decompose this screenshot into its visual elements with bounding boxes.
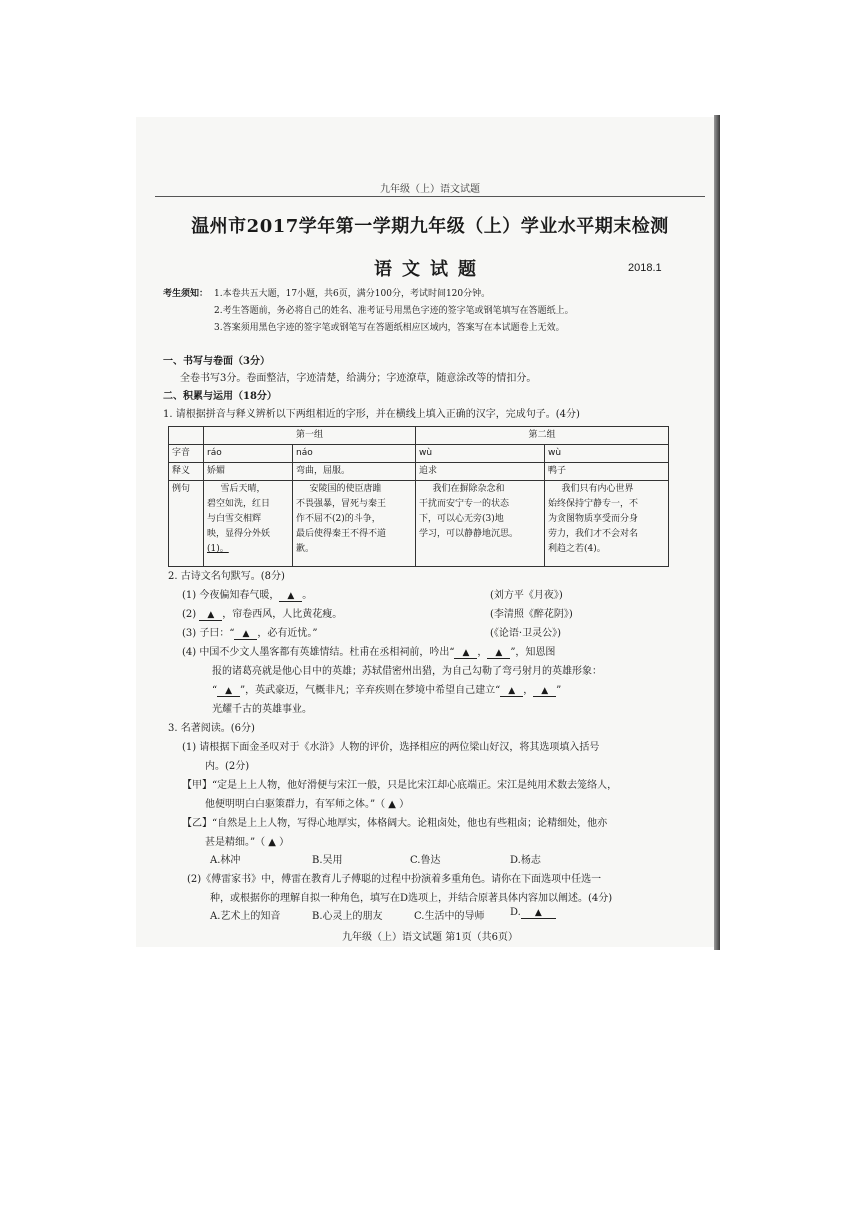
answer-blank[interactable]: ▲ xyxy=(217,686,240,697)
section1-title: 一、书写与卷面（3分） xyxy=(163,356,270,367)
example-line: 歉。 xyxy=(296,544,315,554)
example-cell-1 xyxy=(204,481,293,567)
poem-line-2 xyxy=(182,605,342,621)
poem-text: ， xyxy=(523,685,534,696)
example-line: 劳力，我们才不会对名 xyxy=(548,529,639,539)
pinyin-cell: wù xyxy=(416,445,545,463)
q3-sub2-line2: 种，或根据你的理解自拟一种角色，填写在D选项上，并结合原著具体内容加以阐述。(4分) xyxy=(210,893,613,904)
meaning-cell: 娇媚 xyxy=(204,463,293,481)
example-line: 映，显得分外妖 xyxy=(207,529,271,539)
exam-title: 温州市2017学年第一学期九年级（上）学业水平期末检测 xyxy=(191,216,669,237)
pinyin-cell: wù xyxy=(545,445,669,463)
page-footer: 九年级（上）语文试题 第1页（共6页） xyxy=(342,932,518,943)
section2-title: 二、积累与运用（18分） xyxy=(163,391,277,402)
example-line: 利趋之若(4)。 xyxy=(548,544,606,554)
example-cell-4 xyxy=(545,481,669,567)
poem-text: (2) xyxy=(182,609,197,620)
quote-yi-line2: 甚是精细。”（ ▲ ） xyxy=(205,837,290,848)
notice-item: 1.本卷共五大题，17小题，共6页，满分100分，考试时间120分钟。 xyxy=(214,289,491,299)
character-table xyxy=(168,426,669,567)
answer-blank[interactable]: ▲ xyxy=(500,686,523,697)
poem-line-1 xyxy=(182,586,312,602)
example-line: 与白雪交相辉 xyxy=(207,514,262,524)
poem-text: (4) 中国不少文人墨客都有英雄情结。杜甫在丞相祠前，吟出“ xyxy=(182,647,455,658)
row-label-example: 例句 xyxy=(169,481,204,567)
poem-line-4b: 报的诸葛亮就是他心目中的英雄；苏轼借密州出猎，为自己勾勒了弯弓射月的英雄形象： xyxy=(212,666,602,677)
answer-blank[interactable]: ▲ xyxy=(279,591,302,602)
poem-line-4c xyxy=(212,681,561,697)
option-d: D.杨志 xyxy=(510,855,541,866)
example-line: (1)。 xyxy=(207,544,229,554)
quote-jia-line2: 他便明明白白驱策群力，有军师之体。”（ ▲ ） xyxy=(205,799,410,810)
poem-text: (3) 子曰：“ xyxy=(182,628,235,639)
poem-text: ” xyxy=(556,685,562,696)
q3-sub1-line1: (1) 请根据下面金圣叹对于《水浒》人物的评价，选择相应的两位梁山好汉，将其选项填入括号 xyxy=(182,742,600,753)
exam-date: 2018.1 xyxy=(628,262,662,274)
answer-blank[interactable]: ▲ xyxy=(487,648,510,659)
pinyin-cell: ráo xyxy=(204,445,293,463)
row-label-meaning: 释义 xyxy=(169,463,204,481)
example-cell-2 xyxy=(293,481,416,567)
example-line: 始终保持宁静专一，不 xyxy=(548,499,639,509)
example-line: 学习，可以静静地沉思。 xyxy=(419,529,519,539)
option-c: C.鲁达 xyxy=(410,855,441,866)
poem-source: (李清照《醉花阴》) xyxy=(490,609,573,620)
poem-text: “ xyxy=(212,685,218,696)
question-1: 1. 请根据拼音与释义辨析以下两组相近的字形，并在横线上填入正确的汉字，完成句子。(4分) xyxy=(163,409,580,420)
example-line: 干扰而安宁专一的状态 xyxy=(419,499,510,509)
poem-text: ，帘卷西风，人比黄花瘦。 xyxy=(222,609,343,620)
example-line: 我们在摒除杂念和 xyxy=(432,484,505,494)
poem-text: 。 xyxy=(302,590,313,601)
group2-header: 第二组 xyxy=(416,427,669,445)
group1-header: 第一组 xyxy=(204,427,416,445)
quote-yi-line1: 【乙】“自然是上上人物，写得心地厚实，体格阔大。论粗卤处，他也有些粗卤；论精细处，他亦 xyxy=(182,818,608,829)
question-2-title: 2. 古诗文名句默写。(8分) xyxy=(168,571,285,582)
meaning-cell: 弯曲，屈服。 xyxy=(293,463,416,481)
poem-text: ， xyxy=(477,647,488,658)
example-line: 我们只有内心世界 xyxy=(561,484,634,494)
poem-line-4d: 光耀千古的英雄事业。 xyxy=(212,704,312,715)
role-option-a: A.艺术上的知音 xyxy=(210,911,281,922)
example-line: 雪后天晴， xyxy=(220,484,266,494)
role-option-c: C.生活中的导师 xyxy=(414,911,485,922)
answer-blank[interactable]: ▲ xyxy=(454,648,477,659)
example-line: 安陵国的使臣唐雎 xyxy=(309,484,382,494)
exam-subtitle: 语文试题 xyxy=(374,259,486,280)
notice-label: 考生须知： xyxy=(163,289,209,299)
poem-text: (1) 今夜偏知春气暖， xyxy=(182,590,280,601)
notice-item: 2.考生答题前，务必将自己的姓名、准考证号用黑色字迹的签字笔或钢笔填写在答题纸上。 xyxy=(214,306,574,316)
example-line: 为贪图物质享受而分身 xyxy=(548,514,639,524)
example-cell-3 xyxy=(416,481,545,567)
page-header: 九年级（上）语文试题 xyxy=(380,184,480,195)
example-line: 下，可以心无旁(3)地 xyxy=(419,514,504,524)
answer-blank[interactable]: ▲ xyxy=(533,686,556,697)
option-a: A.林冲 xyxy=(210,855,241,866)
option-b: B.吴用 xyxy=(312,855,343,866)
meaning-cell: 鸭子 xyxy=(545,463,669,481)
meaning-cell: 追求 xyxy=(416,463,545,481)
scan-edge-shadow xyxy=(714,115,720,950)
pinyin-cell: náo xyxy=(293,445,416,463)
example-line: 不畏强暴，冒死与秦王 xyxy=(296,499,387,509)
poem-line-3 xyxy=(182,624,318,640)
poem-line-4 xyxy=(182,643,555,659)
quote-jia-line1: 【甲】“定是上上人物，他好滑便与宋江一般，只是比宋江却心底端正。宋江是纯用术数去笼络人， xyxy=(182,780,618,791)
poem-text: ”，英武豪迈，气概非凡；辛弃疾则在梦境中希望自己建立“ xyxy=(240,685,501,696)
answer-blank[interactable]: ▲ xyxy=(521,908,556,919)
question-3-title: 3. 名著阅读。(6分) xyxy=(168,723,255,734)
example-line: 碧空如洗，红日 xyxy=(207,499,271,509)
q3-sub2-line1: (2)《傅雷家书》中，傅雷在教育儿子傅聪的过程中扮演着多重角色。请你在下面选项中任选一 xyxy=(187,874,602,885)
answer-blank[interactable]: ▲ xyxy=(234,629,257,640)
option-label: D. xyxy=(510,907,521,918)
example-line: 最后使得秦王不得不道 xyxy=(296,529,387,539)
notice-item: 3.答案须用黑色字迹的签字笔或钢笔写在答题纸相应区域内，答案写在本试题卷上无效。 xyxy=(214,323,565,333)
q3-sub1-line2: 内。(2分) xyxy=(205,761,250,772)
poem-text: ，必有近忧。” xyxy=(257,628,318,639)
poem-source: (《论语·卫灵公》) xyxy=(490,628,561,639)
role-option-d xyxy=(510,907,556,919)
role-option-b: B.心灵上的朋友 xyxy=(312,911,383,922)
header-divider xyxy=(155,196,705,197)
poem-source: (刘方平《月夜》) xyxy=(490,590,563,601)
row-label-pinyin: 字音 xyxy=(169,445,204,463)
example-line: 作不屈不(2)的斗争， xyxy=(296,514,381,524)
section1-text: 全卷书写3分。卷面整洁，字迹清楚，给满分；字迹潦草，随意涂改等的情扣分。 xyxy=(180,373,537,384)
answer-blank[interactable]: ▲ xyxy=(199,610,222,621)
poem-text: ”，知恩图 xyxy=(510,647,556,658)
